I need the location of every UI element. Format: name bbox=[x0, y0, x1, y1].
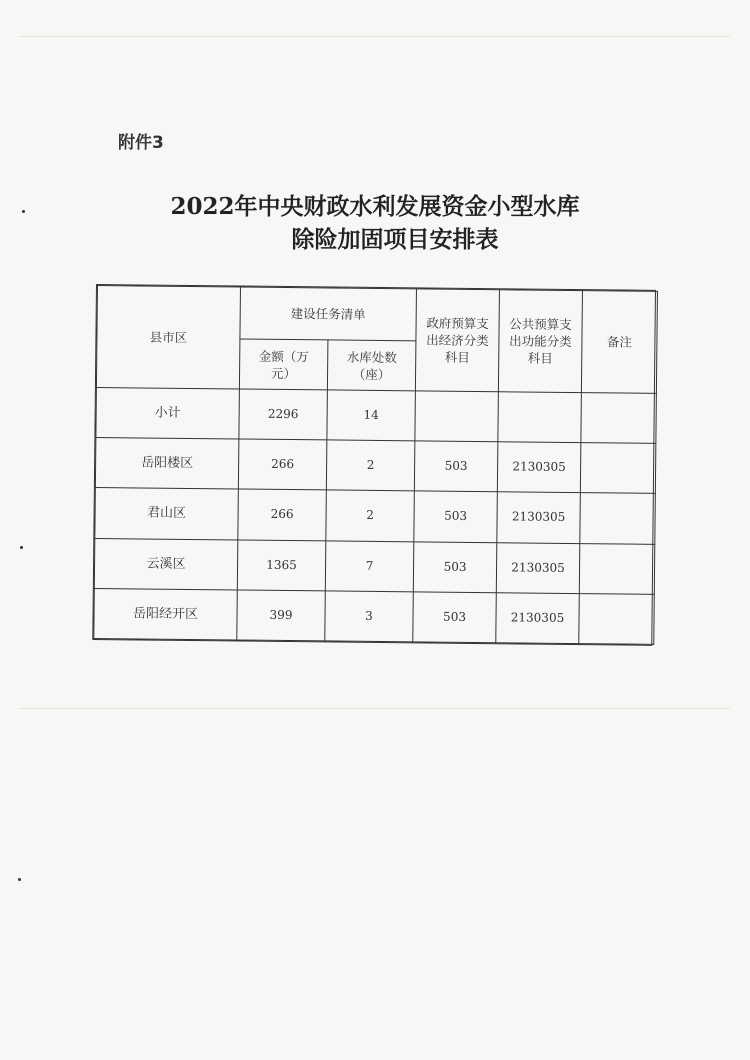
project-table bbox=[92, 284, 656, 646]
cell-remarks bbox=[580, 493, 656, 544]
header-public-budget: 公共预算支出功能分类科目 bbox=[498, 290, 582, 393]
cell-county: 云溪区 bbox=[94, 538, 238, 590]
cell-gov-budget: 503 bbox=[414, 441, 498, 492]
table-row bbox=[95, 488, 656, 544]
header-remarks: 备注 bbox=[581, 291, 657, 394]
cell-gov-budget: 503 bbox=[414, 491, 498, 542]
cell-amount: 266 bbox=[238, 489, 327, 540]
cell-remarks bbox=[580, 443, 656, 494]
cell-public-budget: 2130305 bbox=[497, 442, 581, 493]
cell-public-budget: 2130305 bbox=[497, 492, 581, 543]
scan-speck bbox=[18, 878, 21, 881]
header-county: 县市区 bbox=[96, 286, 240, 389]
cell-county: 岳阳楼区 bbox=[95, 438, 239, 490]
cell-reservoirs: 2 bbox=[326, 440, 415, 491]
cell-amount: 399 bbox=[237, 590, 326, 641]
cell-gov-budget bbox=[415, 391, 499, 442]
scan-line bbox=[20, 36, 730, 37]
table-row bbox=[96, 388, 657, 444]
table-row bbox=[95, 438, 656, 494]
cell-reservoirs: 2 bbox=[326, 490, 415, 541]
cell-public-budget: 2130305 bbox=[496, 592, 580, 643]
cell-amount: 1365 bbox=[237, 540, 326, 591]
cell-gov-budget: 503 bbox=[413, 592, 497, 643]
cell-amount: 266 bbox=[238, 439, 327, 490]
document-title bbox=[0, 190, 750, 256]
cell-remarks bbox=[579, 543, 655, 594]
cell-reservoirs: 3 bbox=[325, 591, 414, 642]
scan-line bbox=[20, 708, 730, 709]
cell-county: 小计 bbox=[96, 388, 240, 440]
header-amount: 金额（万元） bbox=[239, 339, 328, 390]
table-row bbox=[94, 538, 655, 594]
cell-gov-budget: 503 bbox=[413, 541, 497, 592]
cell-reservoirs: 7 bbox=[325, 540, 414, 591]
cell-reservoirs: 14 bbox=[327, 390, 416, 441]
cell-county: 君山区 bbox=[95, 488, 239, 540]
cell-public-budget bbox=[498, 392, 582, 443]
scan-speck bbox=[20, 546, 23, 549]
cell-county: 岳阳经开区 bbox=[94, 588, 238, 640]
table-row bbox=[94, 588, 655, 644]
header-reservoirs: 水库处数（座） bbox=[327, 340, 416, 391]
cell-remarks bbox=[581, 393, 657, 444]
header-gov-budget: 政府预算支出经济分类科目 bbox=[415, 289, 499, 392]
cell-public-budget: 2130305 bbox=[496, 542, 580, 593]
title-line-1: 2022年中央财政水利发展资金小型水库 bbox=[170, 193, 580, 220]
attachment-label: 附件3 bbox=[118, 133, 164, 153]
title-line-2: 除险加固项目安排表 bbox=[291, 226, 499, 253]
header-task-list: 建设任务清单 bbox=[240, 287, 417, 341]
cell-remarks bbox=[579, 593, 655, 644]
cell-amount: 2296 bbox=[239, 389, 328, 440]
